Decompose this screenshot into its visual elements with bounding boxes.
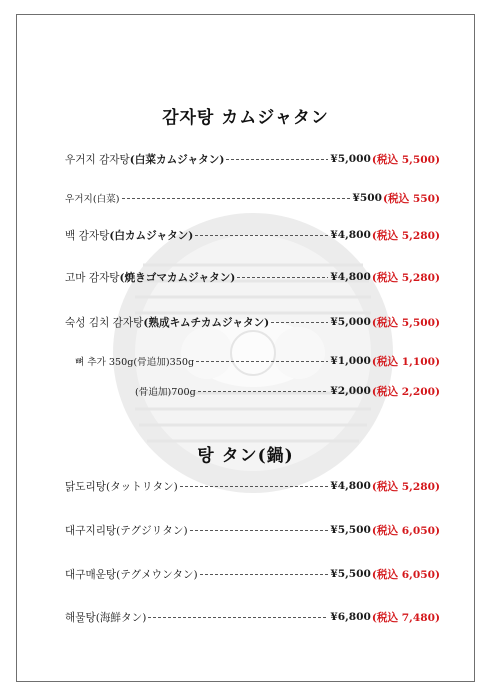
menu-item bbox=[17, 609, 474, 625]
item-name-jp: (タットリタン) bbox=[105, 480, 178, 493]
item-name-ko: 백 감자탕 bbox=[65, 229, 110, 242]
dash-leader bbox=[190, 530, 329, 531]
item-tax-price: (税込 5,280) bbox=[371, 229, 440, 242]
dash-leader bbox=[237, 277, 328, 278]
item-price: ¥5,500 bbox=[330, 568, 371, 580]
item-name-jp: 350g(骨追加)350g bbox=[108, 357, 195, 368]
item-name-ko: 숙성 김치 감자탕 bbox=[65, 316, 144, 329]
menu-item bbox=[17, 227, 474, 243]
item-tax-price: (税込 5,500) bbox=[371, 316, 440, 329]
item-price: ¥2,000 bbox=[330, 385, 371, 397]
item-tax-price: (税込 5,500) bbox=[371, 153, 440, 166]
dash-leader bbox=[200, 574, 329, 575]
section-title-jp: タン(鍋) bbox=[221, 446, 294, 466]
item-name-ko: 해물탕 bbox=[65, 611, 96, 624]
item-price: ¥5,000 bbox=[330, 316, 371, 328]
item-name-jp: (熟成キムチカムジャタン) bbox=[143, 316, 270, 329]
item-name-jp: (白菜) bbox=[92, 194, 120, 205]
dash-leader bbox=[226, 159, 328, 160]
item-tax-price: (税込 6,050) bbox=[371, 568, 440, 581]
menu-item bbox=[17, 314, 474, 330]
menu-item bbox=[17, 566, 474, 582]
item-price: ¥4,800 bbox=[330, 229, 371, 241]
item-name-jp: (白カムジャタン) bbox=[109, 229, 194, 242]
item-name-jp: (テグジリタン) bbox=[116, 524, 188, 537]
item-tax-price: (税込 1,100) bbox=[371, 355, 440, 368]
item-name-ko: 고마 감자탕 bbox=[65, 271, 120, 284]
menu-page bbox=[16, 14, 475, 682]
dash-leader bbox=[196, 361, 328, 362]
item-name-jp: (テグメウンタン) bbox=[116, 568, 198, 581]
menu-item bbox=[17, 478, 474, 494]
dash-leader bbox=[122, 198, 351, 199]
section-title-gamjatang bbox=[17, 103, 474, 128]
dash-leader bbox=[180, 486, 329, 487]
item-name-ko: 대구매운탕 bbox=[65, 568, 117, 581]
item-price: ¥6,800 bbox=[330, 611, 371, 623]
menu-item bbox=[17, 190, 474, 206]
item-name-ko: 뼈 추가 bbox=[75, 357, 106, 368]
item-tax-price: (税込 5,280) bbox=[371, 271, 440, 284]
menu-item bbox=[17, 353, 474, 369]
section-title-jp: カムジャタン bbox=[221, 108, 329, 128]
item-name-ko: 닭도리탕 bbox=[65, 480, 106, 493]
item-tax-price: (税込 6,050) bbox=[371, 524, 440, 537]
item-price: ¥500 bbox=[352, 192, 382, 204]
section-title-ko: 감자탕 bbox=[162, 108, 215, 128]
item-price: ¥1,000 bbox=[330, 355, 371, 367]
item-name-ko: 우거지 감자탕 bbox=[65, 153, 130, 166]
dash-leader bbox=[271, 322, 328, 323]
item-name-ko: 우거지 bbox=[65, 194, 93, 205]
menu-item bbox=[17, 383, 474, 399]
item-price: ¥5,500 bbox=[330, 524, 371, 536]
dash-leader bbox=[198, 391, 329, 392]
section-title-ko: 탕 bbox=[197, 446, 215, 466]
menu-item bbox=[17, 522, 474, 538]
item-tax-price: (税込 550) bbox=[382, 192, 440, 205]
item-name-jp: (白菜カムジャタン) bbox=[129, 153, 225, 166]
item-name-jp: (骨追加)700g bbox=[135, 387, 196, 398]
item-price: ¥5,000 bbox=[330, 153, 371, 165]
item-name-jp: (海鮮タン) bbox=[95, 611, 147, 624]
item-name-ko: 대구지리탕 bbox=[65, 524, 117, 537]
item-tax-price: (税込 5,280) bbox=[371, 480, 440, 493]
dash-leader bbox=[195, 235, 328, 236]
menu-item bbox=[17, 269, 474, 285]
section-title-tang bbox=[17, 441, 474, 466]
item-tax-price: (税込 2,200) bbox=[371, 385, 440, 398]
item-price: ¥4,800 bbox=[330, 480, 371, 492]
item-price: ¥4,800 bbox=[330, 271, 371, 283]
item-name-jp: (焼きゴマカムジャタン) bbox=[119, 271, 236, 284]
menu-item bbox=[17, 151, 474, 167]
item-tax-price: (税込 7,480) bbox=[371, 611, 440, 624]
dash-leader bbox=[148, 617, 328, 618]
